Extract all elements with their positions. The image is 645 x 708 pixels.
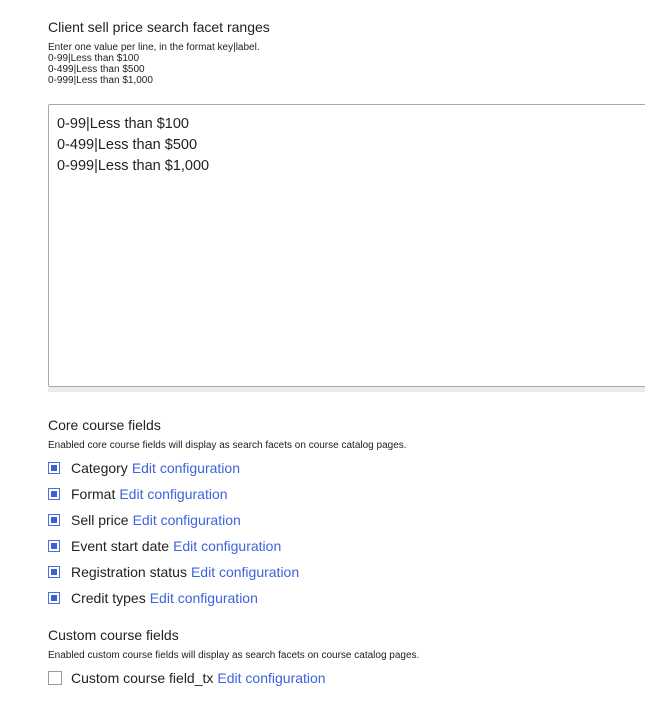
field-label: Sell price (71, 512, 129, 528)
field-label: Category (71, 460, 128, 476)
help-line: 0-99|Less than $100 (48, 53, 140, 64)
edit-configuration-link[interactable]: Edit configuration (132, 512, 241, 528)
checkbox-credit-types[interactable] (48, 592, 60, 604)
field-label: Registration status (71, 564, 187, 580)
custom-field-tx[interactable] (48, 668, 326, 688)
core-field-registration-status[interactable] (48, 562, 299, 582)
edit-configuration-link[interactable]: Edit configuration (173, 538, 282, 554)
checkbox-custom-field-tx[interactable] (48, 671, 62, 685)
core-field-credit-types[interactable] (48, 588, 258, 608)
field-label: Event start date (71, 538, 170, 554)
edit-configuration-link[interactable]: Edit configuration (131, 460, 240, 476)
textarea-resize-strip (48, 387, 645, 392)
core-fields-description: Enabled core course fields will display as search facets on course catalog pages. (48, 440, 407, 451)
price-ranges-title: Client sell price search facet ranges (48, 19, 270, 35)
edit-configuration-link[interactable]: Edit configuration (217, 670, 326, 686)
price-ranges-help (48, 42, 260, 86)
checkbox-format[interactable] (48, 488, 60, 500)
edit-configuration-link[interactable]: Edit configuration (149, 590, 258, 606)
help-line: 0-499|Less than $500 (48, 64, 145, 75)
field-label: Custom course field_tx (71, 670, 214, 686)
custom-fields-title: Custom course fields (48, 627, 179, 643)
checkbox-category[interactable] (48, 462, 60, 474)
core-field-event-start-date[interactable] (48, 536, 281, 556)
checkbox-sell-price[interactable] (48, 514, 60, 526)
price-ranges-textarea[interactable]: 0-99|Less than $100 0-499|Less than $500 0-999|Less than $1,000 (48, 104, 645, 387)
custom-fields-description: Enabled custom course fields will display as search facets on course catalog pages. (48, 650, 420, 661)
core-fields-title: Core course fields (48, 417, 161, 433)
edit-configuration-link[interactable]: Edit configuration (119, 486, 228, 502)
core-field-category[interactable] (48, 458, 240, 478)
core-field-format[interactable] (48, 484, 228, 504)
checkbox-registration-status[interactable] (48, 566, 60, 578)
edit-configuration-link[interactable]: Edit configuration (190, 564, 300, 580)
core-field-sell-price[interactable] (48, 510, 241, 530)
field-label: Credit types (71, 590, 146, 606)
checkbox-event-start-date[interactable] (48, 540, 60, 552)
field-label: Format (71, 486, 116, 502)
help-line: 0-999|Less than $1,000 (48, 75, 153, 86)
help-line: Enter one value per line, in the format key|label. (48, 42, 260, 53)
